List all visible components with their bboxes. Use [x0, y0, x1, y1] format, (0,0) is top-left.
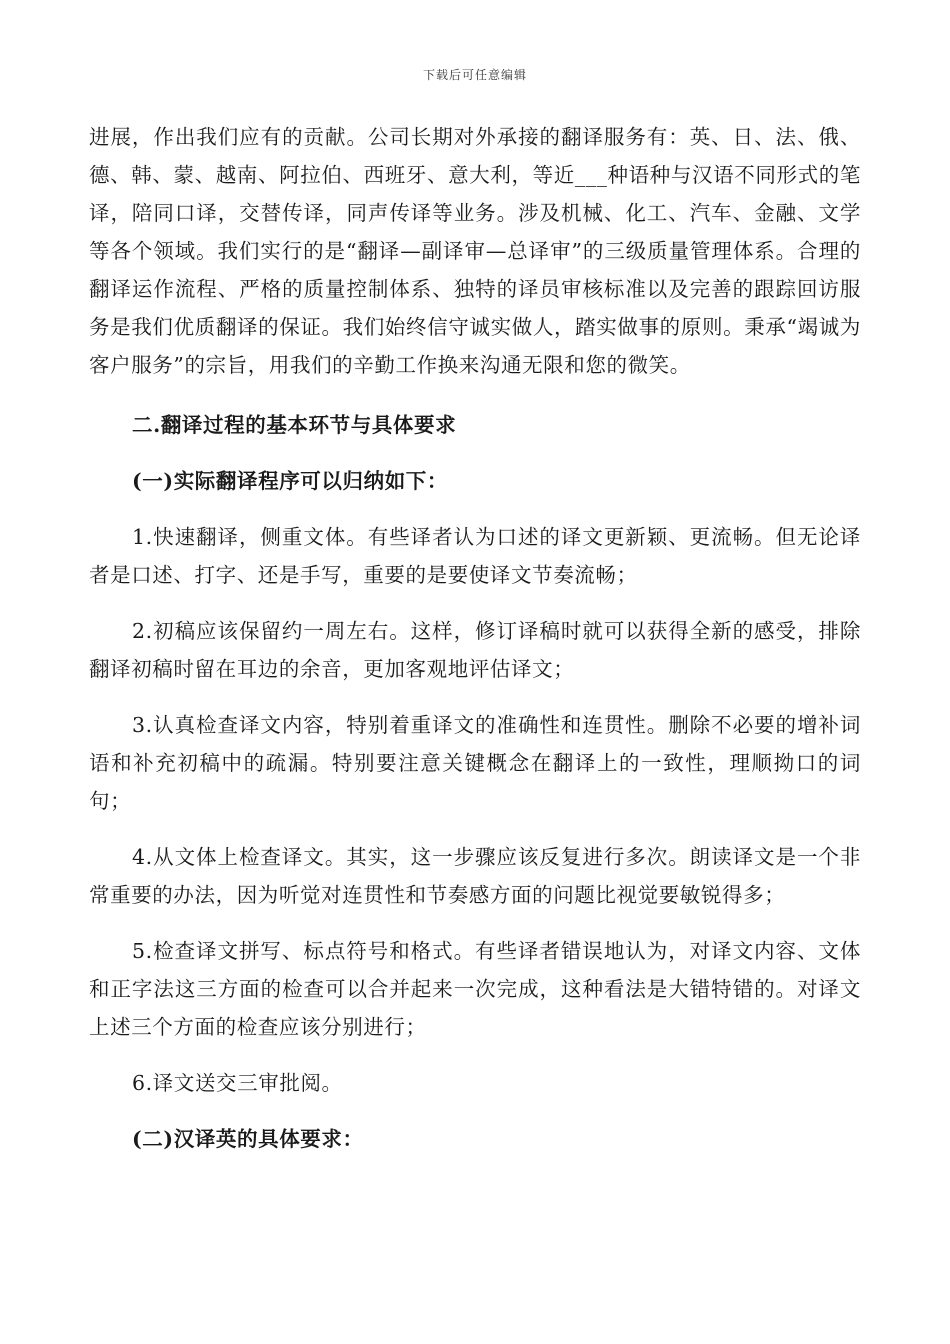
- step-paragraph: 6.译文送交三审批阅。: [132, 1071, 343, 1095]
- step-paragraph: 4.从文体上检查译文。其实，这一步骤应该反复进行多次。朗读译文是一个非常重要的办法，因为听觉对连贯性和节奏感方面的问题比视觉要敏锐得多；: [89, 845, 861, 907]
- subsection-1-title: (一)实际翻译程序可以归纳如下：: [132, 469, 448, 493]
- header-note: 下载后可任意编辑: [422, 68, 527, 82]
- step-paragraph: 5.检查译文拼写、标点符号和格式。有些译者错误地认为，对译文内容、文体和正字法这三方面的检查可以合并起来一次完成，这种看法是大错特错的。对译文上述三个方面的检查应该分别进行；: [89, 939, 861, 1039]
- document-body: [89, 118, 861, 1158]
- subsection-2-title: (二)汉译英的具体要求：: [132, 1127, 364, 1151]
- step-paragraph: 1.快速翻译，侧重文体。有些译者认为口述的译文更新颖、更流畅。但无论译者是口述、打字、还是手写，重要的是要使译文节奏流畅；: [89, 525, 861, 587]
- step-paragraph: 3.认真检查译文内容，特别着重译文的准确性和连贯性。删除不必要的增补词语和补充初稿中的疏漏。特别要注意关键概念在翻译上的一致性，理顺拗口的词句；: [89, 713, 861, 813]
- step-paragraph: 2.初稿应该保留约一周左右。这样，修订译稿时就可以获得全新的感受，排除翻译初稿时留在耳边的余音，更加客观地评估译文；: [89, 619, 861, 681]
- intro-paragraph: 进展，作出我们应有的贡献。公司长期对外承接的翻译服务有：英、日、法、俄、德、韩、蒙、越南、阿拉伯、西班牙、意大利，等近___种语种与汉语不同形式的笔译，陪同口译，交替传译，同声传译等业务。涉及机械、化工、汽车、金融、文学等各个领域。我们实行的是“翻译—副译审—总译审”的三级质量管理体系。合理的翻译运作流程、严格的质量控制体系、独特的译员审核标准以及完善的跟踪回访服务是我们优质翻译的保证。我们始终信守诚实做人，踏实做事的原则。秉承“竭诚为客户服务”的宗旨，用我们的辛勤工作换来沟通无限和您的微笑。: [89, 125, 861, 377]
- section-2-title: 二.翻译过程的基本环节与具体要求: [132, 413, 457, 437]
